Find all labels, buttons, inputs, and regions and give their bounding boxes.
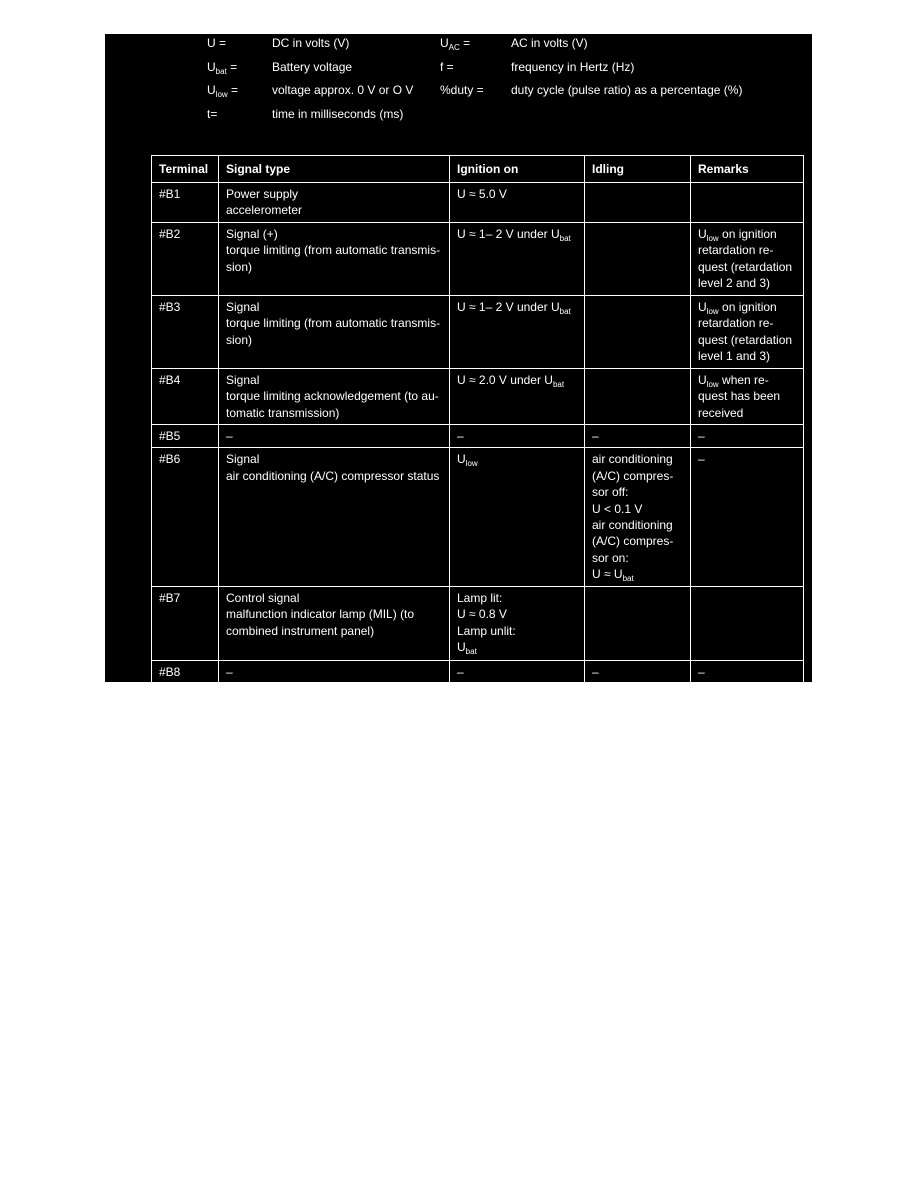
cell-remarks	[691, 368, 804, 424]
cell-ignition-on	[450, 222, 585, 295]
legend-description: AC in volts (V)	[511, 36, 588, 50]
cell-remarks	[691, 660, 804, 684]
table-row	[152, 586, 804, 660]
cell-idling	[585, 183, 691, 223]
legend-description: voltage approx. 0 V or O V	[272, 83, 414, 97]
cell-text-line: –	[698, 452, 705, 467]
table-header-row	[152, 156, 804, 183]
cell-text-line: –	[457, 429, 464, 444]
cell-terminal: #B1	[152, 183, 219, 223]
cell-text-line: U < 0.1 V	[592, 501, 643, 516]
cell-remarks	[691, 222, 804, 295]
cell-text-line: –	[592, 664, 599, 679]
header-ignition-on: Ignition on	[450, 156, 585, 183]
cell-text-line: (A/C) compres-	[592, 468, 674, 483]
cell-text-line: –	[226, 429, 233, 444]
cell-text-line: Power supply	[226, 187, 299, 201]
cell-remarks	[691, 448, 804, 586]
legend-symbol: $U_{AC}$ =	[440, 36, 471, 52]
cell-text-line: –	[698, 664, 705, 679]
legend-symbol: U =	[207, 36, 227, 50]
cell-signal-type	[219, 295, 450, 368]
cell-terminal: #B4	[152, 368, 219, 424]
legend-symbol: $U_{bat}$ =	[207, 60, 238, 76]
cell-ignition-on	[450, 660, 585, 684]
table-row	[152, 183, 804, 223]
cell-idling	[585, 295, 691, 368]
cell-text-line: sor off:	[592, 485, 629, 500]
cell-terminal: #B2	[152, 222, 219, 295]
cell-text-line: –	[698, 429, 705, 444]
legend-description: time in milliseconds (ms)	[272, 107, 404, 121]
cell-text-line: quest (retardation	[698, 332, 793, 347]
cell-text-line: –	[226, 664, 233, 679]
cell-signal-type	[219, 586, 450, 660]
cell-signal-type	[219, 425, 450, 448]
cell-text-line: level 2 and 3)	[698, 276, 771, 291]
cell-text-line: air conditioning (A/C) compressor status	[226, 468, 440, 483]
cell-terminal: #B6	[152, 448, 219, 586]
cell-text-line: received	[698, 405, 744, 420]
cell-text-line: torque limiting (from automatic transmis-	[226, 243, 441, 258]
cell-ignition-on	[450, 425, 585, 448]
cell-text-line: Control signal	[226, 590, 300, 605]
cell-text-line: torque limiting (from automatic transmis-	[226, 316, 441, 331]
legend-symbol: t=	[207, 107, 218, 121]
cell-text-line: $U_{low}$ on ignition	[698, 226, 777, 243]
cell-text-line: –	[592, 429, 599, 444]
cell-text-line: torque limiting acknowledgement (to au-	[226, 389, 439, 404]
legend-description: Battery voltage	[272, 60, 353, 74]
cell-remarks	[691, 183, 804, 223]
table-row	[152, 660, 804, 684]
cell-text-line: retardation re-	[698, 243, 774, 258]
cell-text-line: sion)	[226, 332, 253, 347]
header-signal-type: Signal type	[219, 156, 450, 183]
cell-terminal: #B7	[152, 586, 219, 660]
cell-text-line: Lamp lit:	[457, 590, 503, 605]
cell-signal-type	[219, 448, 450, 586]
cell-signal-type	[219, 660, 450, 684]
cell-text-line: U ≈ 1– 2 V under $U_{bat}$	[457, 299, 571, 316]
cell-text-line: $U_{bat}$	[457, 639, 477, 656]
table-row	[152, 222, 804, 295]
cell-signal-type	[219, 183, 450, 223]
cell-text-line: $U_{low}$ on ignition	[698, 299, 777, 316]
cell-text-line: accelerometer	[226, 203, 303, 218]
cell-ignition-on	[450, 586, 585, 660]
legend-symbol: %duty =	[440, 83, 484, 97]
cell-terminal: #B3	[152, 295, 219, 368]
legend-description: frequency in Hertz (Hz)	[511, 60, 635, 74]
cell-ignition-on	[450, 448, 585, 586]
cell-text-line: Signal	[226, 452, 260, 467]
cell-text-line: $U_{low}$	[457, 452, 478, 469]
cell-text-line: U ≈ 1– 2 V under $U_{bat}$	[457, 226, 571, 243]
cell-idling	[585, 368, 691, 424]
cell-text-line: malfunction indicator lamp (MIL) (to	[226, 607, 415, 622]
cell-text-line: quest (retardation	[698, 259, 793, 274]
cell-text-line: air conditioning	[592, 452, 673, 467]
legend-symbol: $U_{low}$ =	[207, 83, 239, 99]
cell-text-line: Signal (+)	[226, 226, 278, 241]
table-row	[152, 368, 804, 424]
table-body	[152, 183, 804, 685]
cell-idling	[585, 660, 691, 684]
terminal-signal-table	[151, 155, 804, 685]
cell-text-line: retardation re-	[698, 316, 774, 331]
cell-idling	[585, 222, 691, 295]
cell-text-line: (A/C) compres-	[592, 534, 674, 549]
legend-symbol: f =	[440, 60, 454, 74]
cell-text-line: Signal	[226, 299, 260, 314]
cell-text-line: $U_{low}$ when re-	[698, 372, 769, 389]
cell-idling	[585, 448, 691, 586]
cell-text-line: U ≈ 0.8 V	[457, 607, 507, 622]
cell-text-line: quest has been	[698, 389, 781, 404]
cell-signal-type	[219, 368, 450, 424]
cell-ignition-on	[450, 183, 585, 223]
cell-signal-type	[219, 222, 450, 295]
cell-text-line: combined instrument panel)	[226, 623, 375, 638]
cell-text-line: tomatic transmission)	[226, 405, 340, 420]
table-row	[152, 425, 804, 448]
cell-text-line: Lamp unlit:	[457, 623, 516, 638]
header-idling: Idling	[585, 156, 691, 183]
cell-remarks	[691, 295, 804, 368]
document-panel	[105, 34, 812, 682]
cell-remarks	[691, 586, 804, 660]
legend-description: duty cycle (pulse ratio) as a percentage (%)	[511, 83, 743, 97]
cell-terminal: #B5	[152, 425, 219, 448]
table-row	[152, 448, 804, 586]
header-terminal: Terminal	[152, 156, 219, 183]
cell-text-line: sor on:	[592, 550, 629, 565]
header-remarks: Remarks	[691, 156, 804, 183]
cell-text-line: –	[457, 664, 464, 679]
cell-idling	[585, 586, 691, 660]
cell-text-line: level 1 and 3)	[698, 349, 771, 364]
cell-idling	[585, 425, 691, 448]
cell-ignition-on	[450, 295, 585, 368]
symbol-legend	[105, 34, 812, 154]
cell-text-line: sion)	[226, 259, 253, 274]
cell-ignition-on	[450, 368, 585, 424]
cell-terminal: #B8	[152, 660, 219, 684]
cell-text-line: $U \approx U_{bat}$	[592, 567, 634, 584]
table-row	[152, 295, 804, 368]
cell-text-line: air conditioning	[592, 518, 673, 533]
cell-remarks	[691, 425, 804, 448]
legend-description: DC in volts (V)	[272, 36, 350, 50]
cell-text-line: Signal	[226, 372, 260, 387]
cell-text-line: U ≈ 2.0 V under $U_{bat}$	[457, 372, 565, 389]
cell-text-line: U ≈ 5.0 V	[457, 187, 507, 201]
